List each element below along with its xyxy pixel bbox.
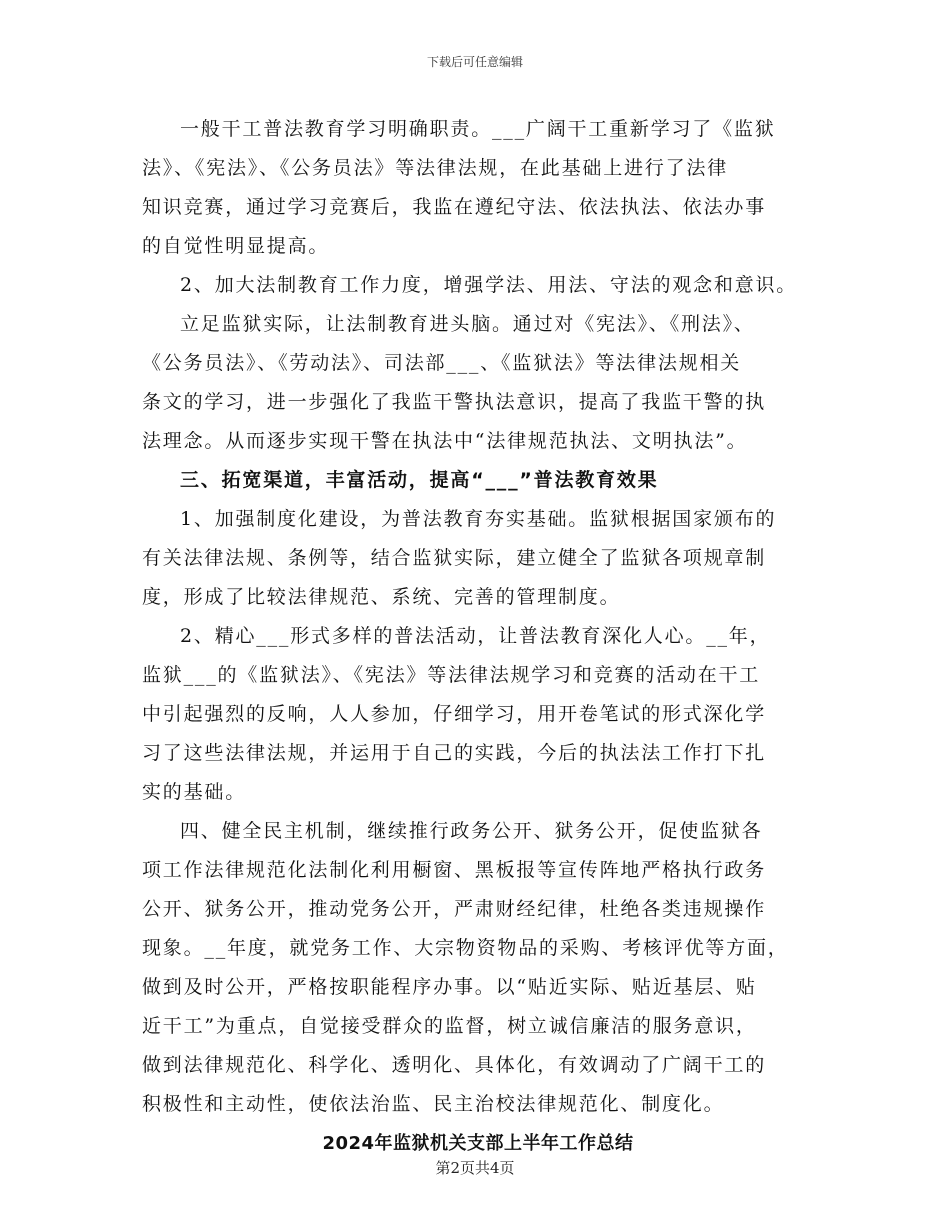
body-line: 度，形成了比较法律规范、系统、完善的管理制度。 — [142, 586, 621, 608]
page-header: 下载后可任意编辑 — [426, 55, 523, 69]
body-line: 习了这些法律法规，并运用于自己的实践，今后的执法法工作打下扎 — [142, 742, 767, 764]
body-line: 项工作法律规范化法制化利用橱窗、黑板报等宣传阵地严格执行政务 — [142, 859, 767, 881]
body-line: 1、加强制度化建设，为普法教育夯实基础。监狱根据国家颁布的 — [180, 508, 777, 530]
document-body — [142, 110, 814, 1163]
page-footer: 第2页共4页 — [435, 1159, 515, 1177]
body-line: 法》、《宪法》、《公务员法》等法律法规，在此基础上进行了法律 — [142, 157, 729, 179]
body-line: 四、健全民主机制，继续推行政务公开、狱务公开，促使监狱各 — [180, 820, 763, 842]
body-line: 中引起强烈的反响，人人参加，仔细学习，用开卷笔试的形式深化学 — [142, 703, 767, 725]
section-heading: 三、拓宽渠道，丰富活动，提高“___”普法教育效果 — [180, 469, 659, 491]
body-line: 2、精心___形式多样的普法活动，让普法教育深化人心。__年， — [180, 625, 771, 647]
body-line: 做到法律规范化、科学化、透明化、具体化，有效调动了广阔干工的 — [142, 1054, 767, 1076]
body-line: 公开、狱务公开，推动党务公开，严肃财经纪律，杜绝各类违规操作 — [142, 898, 767, 920]
body-line: 做到及时公开，严格按职能程序办事。以“贴近实际、贴近基层、贴 — [142, 976, 757, 998]
body-line: 现象。__年度，就党务工作、大宗物资物品的采购、考核评优等方面， — [142, 937, 789, 959]
body-line: 一般干工普法教育学习明确职责。___广阔干工重新学习了《监狱 — [180, 118, 776, 140]
body-line: 法理念。从而逐步实现干警在执法中“法律规范执法、文明执法”。 — [142, 430, 748, 452]
body-line: 2、加大法制教育工作力度，增强学法、用法、守法的观念和意识。 — [180, 274, 798, 296]
body-line: 知识竞赛，通过学习竞赛后，我监在遵纪守法、依法执法、依法办事 — [142, 196, 767, 218]
body-line: 有关法律法规、条例等，结合监狱实际，建立健全了监狱各项规章制 — [142, 547, 767, 569]
body-line: 实的基础。 — [142, 781, 247, 803]
body-line: 监狱___的《监狱法》、《宪法》等法律法规学习和竞赛的活动在干工 — [142, 664, 761, 686]
body-line: 积极性和主动性，使依法治监、民主治校法律规范化、制度化。 — [142, 1093, 725, 1115]
body-line: 条文的学习，进一步强化了我监干警执法意识，提高了我监干警的执 — [142, 391, 767, 413]
body-line: 《公务员法》、《劳动法》、司法部___、《监狱法》等法律法规相关 — [142, 352, 742, 374]
body-line: 近干工”为重点，自觉接受群众的监督，树立诚信廉洁的服务意识， — [142, 1015, 757, 1037]
body-line: 的自觉性明显提高。 — [142, 235, 330, 257]
next-document-title: 2024年监狱机关支部上半年工作总结 — [322, 1133, 634, 1154]
body-line: 立足监狱实际，让法制教育进头脑。通过对《宪法》、《刑法》、 — [180, 313, 755, 335]
